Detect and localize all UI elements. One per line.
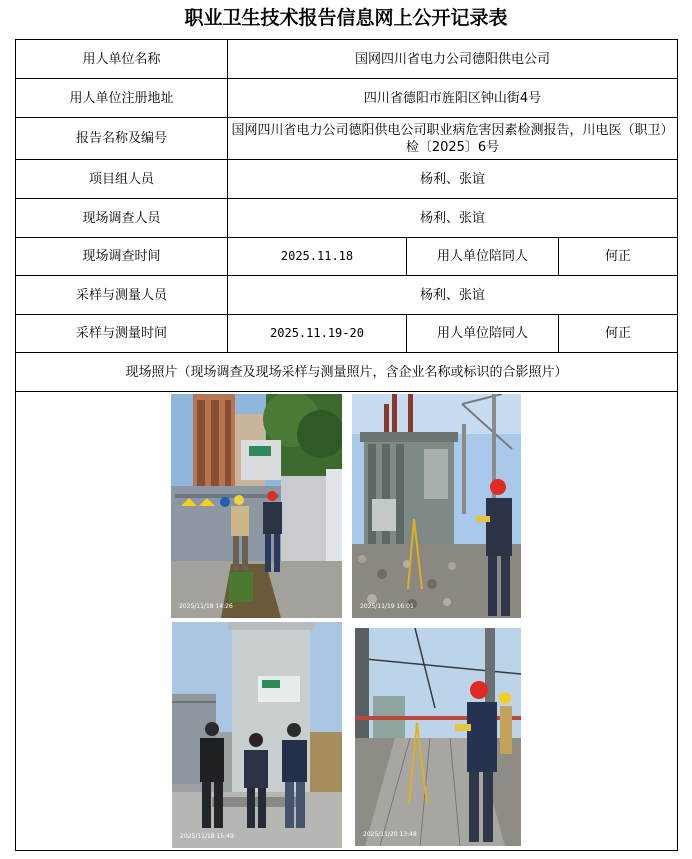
photo-group-cabinet-image [172,622,342,848]
row-survey-time [16,238,678,276]
sampling-companion-value: 何正 [559,315,678,353]
photo-group-cabinet [172,622,342,848]
sampling-time-value: 2025.11.19-20 [228,315,407,353]
report-label: 报告名称及编号 [16,118,228,160]
team-label: 项目组人员 [16,160,228,199]
survey-companion-label: 用人单位陪同人 [407,238,559,276]
team-value: 杨利、张谊 [228,160,678,199]
photo-sampling-transformer-timestamp: 2025/11/19 16:01 [360,603,414,610]
photo-sampling-transformer [352,394,521,618]
photo-sampling-transformer-image [352,394,521,618]
survey-companion-value: 何正 [559,238,678,276]
row-report [16,118,678,160]
photo-sampling-outdoor [355,628,521,846]
photo-sampling-outdoor-image [355,628,521,846]
record-table [15,39,678,851]
page-title: 职业卫生技术报告信息网上公开记录表 [184,7,508,29]
row-employer-name [16,40,678,79]
row-sampling-time [16,315,678,353]
employer-name-value: 国网四川省电力公司德阳供电公司 [228,40,678,79]
photos-cell [16,392,678,851]
survey-staff-value: 杨利、张谊 [228,199,678,238]
survey-staff-label: 现场调查人员 [16,199,228,238]
sampling-staff-value: 杨利、张谊 [228,276,678,315]
report-value: 国网四川省电力公司德阳供电公司职业病危害因素检测报告，川电医（职卫）检〔2025〕6号 [228,118,678,160]
survey-time-value: 2025.11.18 [228,238,407,276]
row-photos-label [16,353,678,392]
photo-survey-entrance-timestamp: 2025/11/18 14:26 [179,603,233,610]
sampling-time-label: 采样与测量时间 [16,315,228,353]
survey-time-label: 现场调查时间 [16,238,228,276]
sampling-staff-label: 采样与测量人员 [16,276,228,315]
employer-address-label: 用人单位注册地址 [16,79,228,118]
photo-survey-entrance-image [171,394,342,618]
photos-label: 现场照片（现场调查及现场采样与测量照片，含企业名称或标识的合影照片） [16,353,678,392]
employer-address-value: 四川省德阳市旌阳区钟山街4号 [228,79,678,118]
row-employer-address [16,79,678,118]
row-team [16,160,678,199]
sampling-companion-label: 用人单位陪同人 [407,315,559,353]
row-sampling-staff [16,276,678,315]
row-survey-staff [16,199,678,238]
photo-survey-entrance [171,394,342,618]
photo-group-cabinet-timestamp: 2025/11/18 15:49 [180,833,234,840]
row-photos [16,392,678,851]
employer-name-label: 用人单位名称 [16,40,228,79]
photo-sampling-outdoor-timestamp: 2025/11/20 13:48 [363,831,417,838]
